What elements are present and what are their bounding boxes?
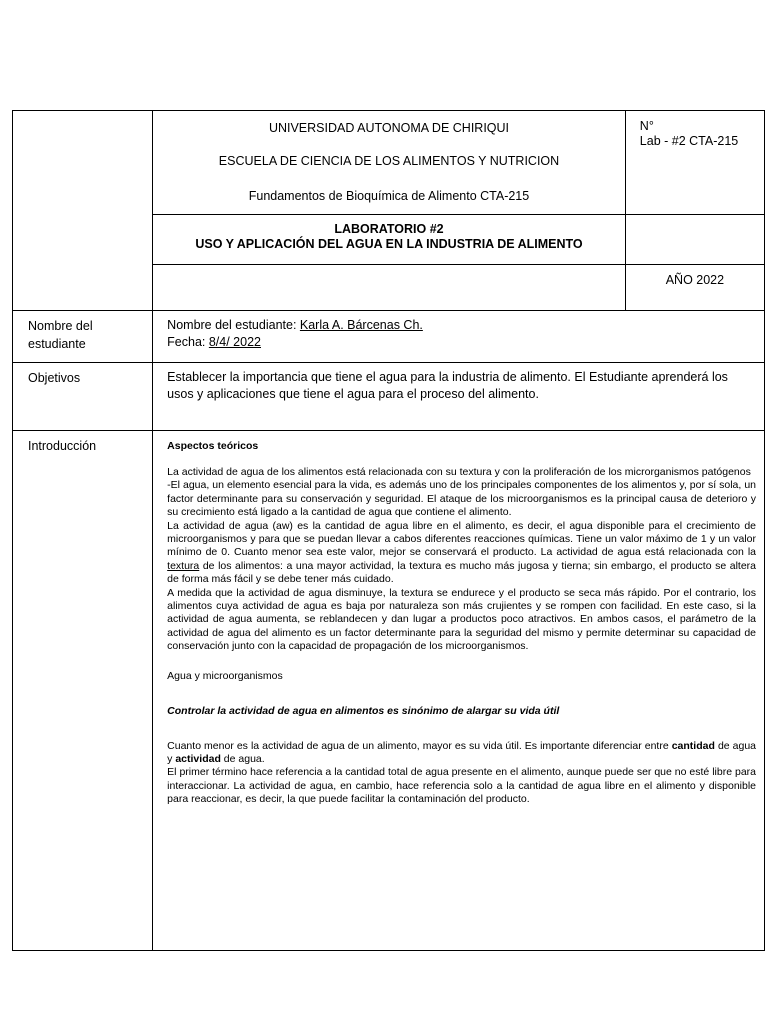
intro-paragraph-3 — [167, 520, 756, 587]
objectives-text: Establecer la importancia que tiene el agua para la industria de alimento. El Estudiante aprenderá los usos y aplicaciones que tiene el agua para el proceso del alimento. — [167, 370, 728, 401]
year-cell — [625, 265, 764, 311]
p5-text-b: de agua y — [167, 739, 756, 765]
lab-code: Lab - #2 CTA-215 — [639, 134, 739, 148]
intro-paragraph-2: -El agua, un elemento esencial para la vida, es además uno de los principales componentes de los alimentos y, por sí sola, un factor determinante para su conservación y seguridad. El ataque de los microorganismos es la principal causa de deterioro y su crecimiento está ligado a la cantidad de agua que contiene el alimento. — [167, 479, 756, 519]
header-empty-cell — [13, 111, 153, 311]
objectives-label-cell — [13, 363, 153, 431]
school-name: ESCUELA DE CIENCIA DE LOS ALIMENTOS Y NUTRICION — [218, 154, 560, 168]
p5-text-a: Cuanto menor es la actividad de agua de un alimento, mayor es su vida útil. Es importante diferenciar entre — [167, 739, 669, 752]
objectives-label: Objetivos — [28, 371, 81, 385]
student-name-prefix: Nombre del estudiante: — [167, 318, 300, 332]
lab-subtitle: USO Y APLICACIÓN DEL AGUA EN LA INDUSTRIA DE ALIMENTO — [195, 237, 583, 251]
introduction-cell — [153, 431, 765, 951]
introduction-label: Introducción — [28, 439, 97, 453]
blank-cell — [153, 265, 626, 311]
institution-cell — [153, 111, 626, 215]
lab-title: LABORATORIO #2 — [334, 222, 444, 236]
p5-bold-cantidad: cantidad — [671, 739, 715, 752]
date-line — [167, 334, 752, 351]
p5-text-c: de agua. — [223, 752, 265, 765]
student-name: Karla A. Bárcenas Ch. — [299, 318, 423, 332]
date-value: 8/4/ 2022 — [208, 335, 261, 349]
intro-paragraph-3-rest: de los alimentos: a una mayor actividad, la textura es mucho más jugosa y tierna; sin embargo, el producto se altera de forma más fácil y se debe tener más cuidado. — [167, 559, 756, 586]
intro-paragraph-3-text: La actividad de agua (aw) es la cantidad de agua libre en el alimento, es decir, el agua disponible para el crecimiento de microorganismos y para que se puedan llevar a cabos diferentes reacciones químicas. Tiene un valor máximo de 1 y un valor mínimo de 0. Cuanto menor sea este valor, mejor se conservará el producto. La actividad de agua está relacionada con la — [167, 519, 756, 559]
course-name: Fundamentos de Bioquímica de Alimento CTA-215 — [248, 189, 530, 203]
university-name: UNIVERSIDAD AUTONOMA DE CHIRIQUI — [268, 121, 510, 135]
student-label-cell — [13, 311, 153, 363]
lab-title-side-cell — [625, 215, 764, 265]
textura-link[interactable]: textura — [167, 559, 200, 572]
lab-number-cell — [625, 111, 764, 215]
introduction-label-cell — [13, 431, 153, 951]
intro-paragraph-1: La actividad de agua de los alimentos está relacionada con su textura y con la proliferación de los microrganismos patógenos — [167, 466, 751, 478]
student-name-line — [167, 317, 752, 334]
lab-report-table — [12, 110, 765, 951]
student-label: Nombre del estudiante — [28, 319, 93, 351]
student-info-cell — [153, 311, 765, 363]
microorganisms-heading: Agua y microorganismos — [167, 669, 283, 682]
lab-report-page — [12, 110, 765, 953]
intro-paragraph-4: A medida que la actividad de agua disminuye, la textura se endurece y el producto se seca más rápido. Por el contrario, los alimentos cuya actividad de agua es baja por naturaleza son más crujientes y se rompen con facilidad. En este caso, si la actividad de agua aumenta, se reblandecen y dan lugar a productos poco atractivos. En ambos casos, el parámetro de la actividad de agua del alimento es un factor determinante para la seguridad del mismo y permite determinar su capacidad de conservación junto con la capacidad de propagación de los microorganismos. — [167, 586, 756, 653]
date-prefix: Fecha: — [167, 335, 209, 349]
theory-heading: Aspectos teóricos — [167, 440, 259, 452]
number-label: N° — [639, 119, 654, 133]
intro-paragraph-6: El primer término hace referencia a la cantidad total de agua presente en el alimento, aunque puede ser que no esté libre para interaccionar. La actividad de agua, en cambio, hace referencia solo a la cantidad de agua libre en el alimento y disponible para reaccionar, es decir, la que puede facilitar la contaminación del producto. — [167, 766, 756, 806]
lab-title-cell — [153, 215, 626, 265]
year-label: AÑO 2022 — [665, 273, 725, 287]
p5-bold-actividad: actividad — [175, 752, 221, 765]
intro-paragraph-5 — [167, 740, 756, 767]
shelf-life-title: Controlar la actividad de agua en alimentos es sinónimo de alargar su vida útil — [167, 705, 560, 718]
objectives-cell — [153, 363, 765, 431]
